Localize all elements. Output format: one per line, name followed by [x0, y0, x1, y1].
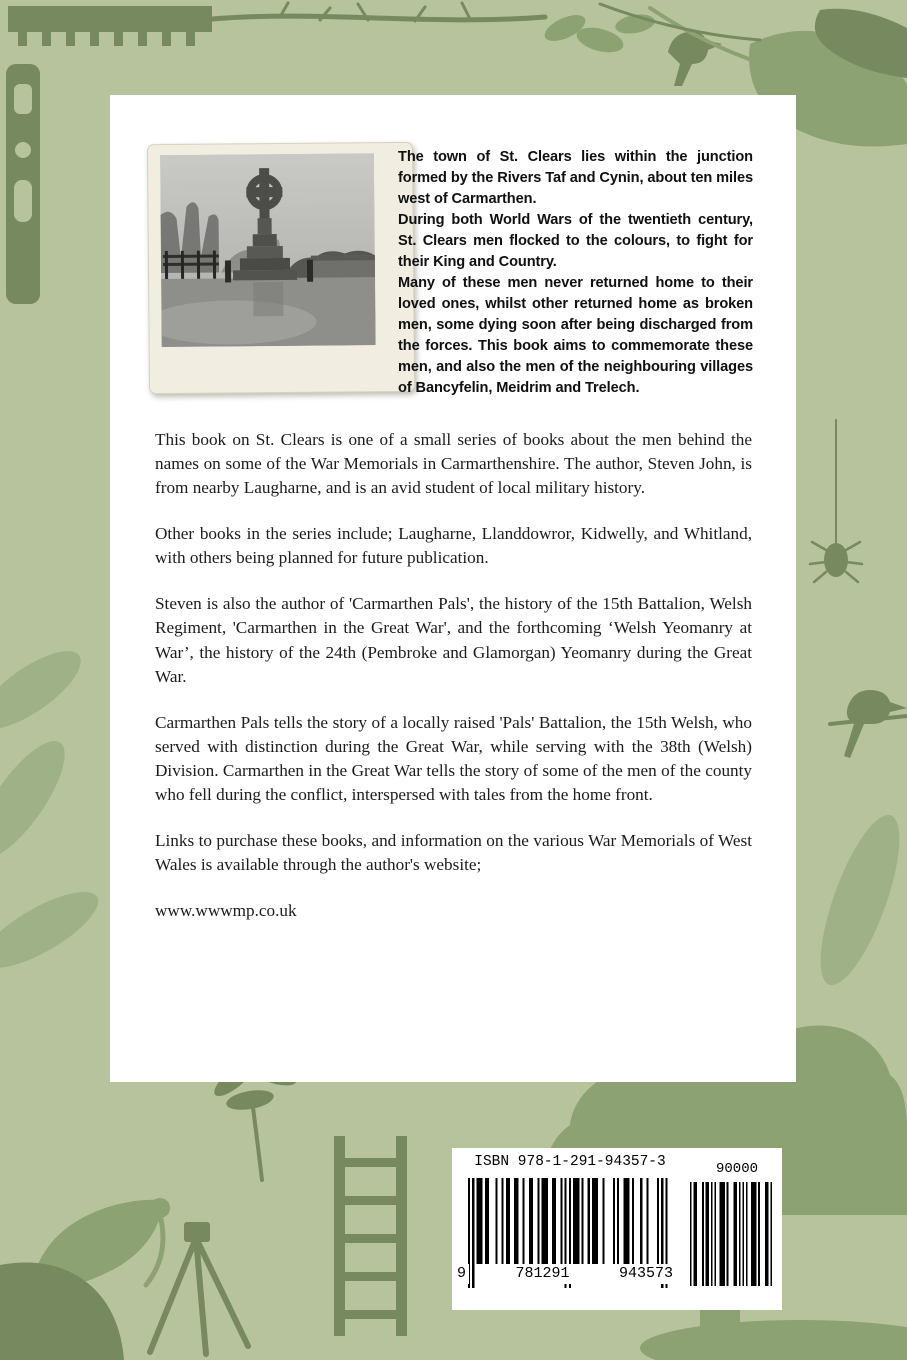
- silhouette-left-leaves: [0, 638, 108, 982]
- body-paragraph: Links to purchase these books, and information on the various War Memorials of West Wales is available through the author's website;: [155, 831, 752, 875]
- ean5-addon-barcode: [688, 1182, 772, 1286]
- barcode-block: [452, 1148, 782, 1310]
- memorial-photo: [147, 142, 415, 394]
- intro-paragraph: The town of St. Clears lies within the junction formed by the Rivers Taf and Cynin, about ten miles west of Carmarthen.: [398, 149, 753, 207]
- bird-silhouette-top: [668, 32, 722, 86]
- cover-panel: [110, 95, 796, 1082]
- body-paragraph: Steven is also the author of 'Carmarthen Pals', the history of the 15th Battalion, Welsh Regiment, 'Carmarthen in the Great War', and the forthcoming ‘Welsh Yeomanry at War’, the history of the 24th (Pembroke and Glamorgan) Yeomanry during the Great War.: [155, 594, 752, 686]
- website-url: www.wwwmp.co.uk: [155, 901, 297, 921]
- barcode-digit-group: 9: [454, 1264, 469, 1284]
- bird-silhouette-right: [830, 690, 907, 758]
- silhouette-bottom-left-corner: [0, 1263, 124, 1360]
- price-code-label: 90000: [715, 1161, 758, 1177]
- intro-paragraph: During both World Wars of the twentieth century, St. Clears men flocked to the colours, to fight for their King and Country.: [398, 212, 753, 270]
- barcode-digit-group: 943573: [616, 1264, 676, 1284]
- barcode-digits: [454, 1264, 676, 1284]
- body-paragraph: Other books in the series include; Laugharne, Llanddowror, Kidwelly, and Whitland, with others being planned for future publication.: [155, 524, 752, 568]
- memorial-photo-image: [160, 153, 376, 347]
- silhouette-top-branch: [212, 3, 656, 57]
- intro-text-block: [398, 147, 753, 399]
- barcode-digit-group: 781291: [512, 1264, 572, 1284]
- silhouette-ladder: [334, 1136, 407, 1336]
- isbn-label: ISBN 978-1-291-94357-3: [474, 1154, 666, 1170]
- body-paragraph: Carmarthen Pals tells the story of a locally raised 'Pals' Battalion, the 15th Welsh, who served with distinction during the Great War, while serving with the 38th (Welsh) Division. Carmarthen in the Great War tells the story of some of the men of the county who fell during the conflict, interspersed with tales from the home front.: [155, 712, 752, 804]
- description-text-block: [155, 428, 752, 945]
- silhouette-right-feather: [805, 807, 907, 994]
- silhouette-left-totem: [6, 64, 40, 304]
- intro-paragraph: Many of these men never returned home to their loved ones, whilst other returned home as broken men, some dying soon after being discharged from the forces. This book aims to commemorate these men, and also the men of the neighbouring villages of Bancyfelin, Meidrim and Trelech.: [398, 275, 753, 396]
- silhouette-top-comb: [8, 6, 212, 46]
- hanging-beetle-silhouette: [810, 420, 862, 582]
- body-paragraph: This book on St. Clears is one of a small series of books about the men behind the names on some of the War Memorials in Carmarthenshire. The author, Steven John, is from nearby Laugharne, and is an avid student of local military history.: [155, 430, 752, 498]
